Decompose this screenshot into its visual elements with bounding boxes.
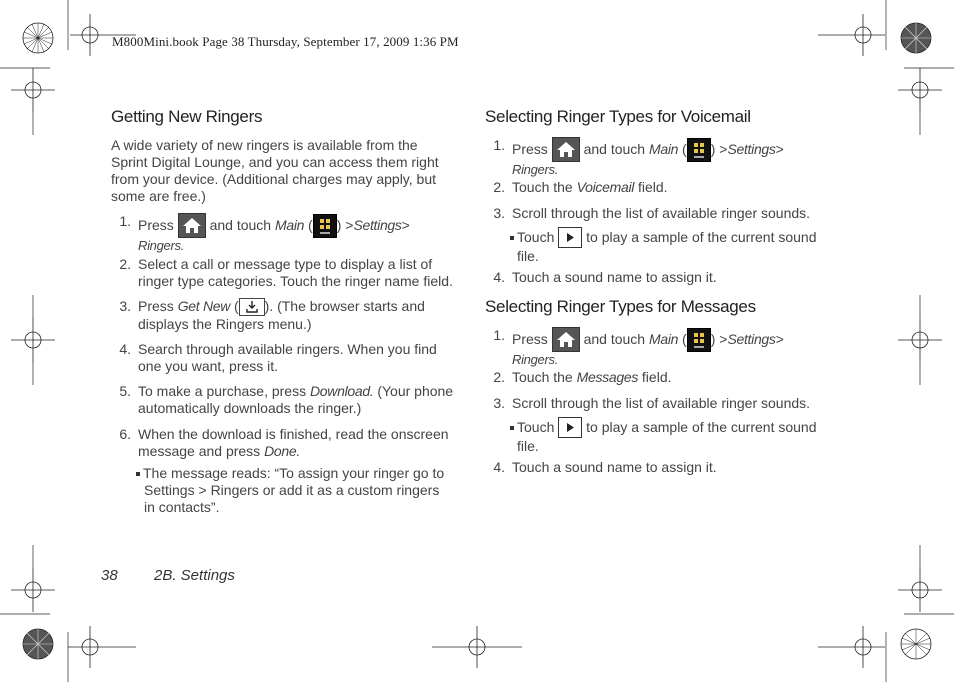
- voicemail-step-1: [485, 137, 845, 177]
- step-1: [111, 213, 471, 253]
- step-text: [138, 383, 453, 417]
- step-number: 1.: [119, 213, 131, 229]
- bullet-icon: [510, 236, 514, 240]
- note-bullet: [136, 465, 466, 516]
- step-line: Select a call or message type to display a list of: [138, 256, 433, 272]
- chevron-right-icon: >: [719, 141, 728, 157]
- chevron-right-icon: >: [775, 141, 784, 157]
- chevron-right-icon: >: [719, 331, 728, 347]
- step-text-pre: message and press: [138, 443, 261, 459]
- voicemail-field-label: Voicemail: [576, 179, 635, 195]
- bullet-settings: Settings: [144, 482, 195, 498]
- step-2: [111, 256, 471, 292]
- messages-field-label: Messages: [576, 369, 639, 385]
- step-line: Search through available ringers. When you find: [138, 341, 437, 357]
- step-number: 3.: [493, 205, 505, 221]
- chevron-right-icon: >: [775, 331, 784, 347]
- chevron-right-icon: >: [198, 482, 207, 498]
- section-heading-getting-new-ringers: Getting New Ringers: [111, 107, 263, 126]
- step-number: 3.: [493, 395, 505, 411]
- step-line: ringer type categories. Touch the ringer name field.: [138, 273, 453, 289]
- step-text: [138, 256, 453, 290]
- step-text-post: (Your phone: [377, 383, 454, 399]
- bullet-touch: Touch: [517, 419, 555, 435]
- step-text-press: Press: [512, 331, 548, 347]
- step-text-and-touch: and touch: [209, 217, 272, 233]
- step-number: 2.: [493, 179, 505, 195]
- play-icon[interactable]: [558, 227, 582, 248]
- step-number: 1.: [493, 327, 505, 343]
- messages-step-2: [485, 369, 845, 387]
- chevron-right-icon: >: [345, 217, 354, 233]
- step-number: 3.: [119, 298, 131, 314]
- home-icon[interactable]: [552, 137, 580, 162]
- bullet-line: The message reads: “To assign your ringer go to: [143, 465, 445, 481]
- step-number: 5.: [119, 383, 131, 399]
- step-5: [111, 383, 471, 419]
- settings-label: Settings: [727, 331, 776, 347]
- bullet-touch: Touch: [517, 229, 555, 245]
- step-text: Touch a sound name to assign it.: [512, 459, 717, 475]
- bullet-line: to play a sample of the current sound: [586, 229, 817, 245]
- bullet-line: file.: [517, 438, 539, 454]
- step-number: 2.: [119, 256, 131, 272]
- step-text: Scroll through the list of available ringer sounds.: [512, 395, 811, 411]
- bullet-icon: [136, 472, 140, 476]
- step-text: [138, 341, 437, 375]
- play-icon[interactable]: [558, 417, 582, 438]
- step-text-post: field.: [641, 369, 672, 385]
- section-heading-messages: Selecting Ringer Types for Messages: [485, 297, 756, 316]
- get-new-label: Get New: [177, 298, 231, 314]
- bullet-line: Ringers or add it as a custom ringers: [210, 482, 440, 498]
- step-text: Scroll through the list of available ringer sounds.: [512, 205, 811, 221]
- step-text: [512, 179, 668, 196]
- bullet-icon: [510, 426, 514, 430]
- step-line: one you want, press it.: [138, 358, 279, 374]
- messages-bullet: [510, 417, 840, 455]
- step-text-post: field.: [637, 179, 668, 195]
- step-3: [111, 298, 471, 334]
- intro-line: A wide variety of new ringers is available from the: [111, 137, 418, 153]
- step-text-press: Press: [512, 141, 548, 157]
- intro-paragraph: [111, 137, 439, 205]
- step-number: 4.: [493, 459, 505, 475]
- messages-step-3: [485, 395, 845, 413]
- home-icon[interactable]: [552, 327, 580, 352]
- ringers-label: Ringers.: [512, 162, 559, 177]
- voicemail-step-3: [485, 205, 845, 223]
- step-6: [111, 426, 471, 462]
- step-line: automatically downloads the ringer.): [138, 400, 362, 416]
- home-icon[interactable]: [178, 213, 206, 238]
- main-menu-icon[interactable]: [313, 214, 337, 238]
- bullet-line: to play a sample of the current sound: [586, 419, 817, 435]
- registration-starburst-icon: [23, 23, 53, 53]
- bullet-line: in contacts”.: [144, 499, 220, 515]
- step-text-rest: ). (The browser starts and: [264, 298, 425, 314]
- step-line: When the download is finished, read the onscreen: [138, 426, 449, 442]
- bullet-line: file.: [517, 248, 539, 264]
- main-label: Main: [648, 331, 679, 347]
- step-text: Press and touch Main ( ) >Settings> Ringers.: [512, 137, 784, 178]
- step-text: Press and touch Main ( ) >Settings> Ringers.: [138, 213, 410, 254]
- step-text-pre: Touch the: [512, 179, 573, 195]
- step-text: Press and touch Main ( ) >Settings> Ringers.: [512, 327, 784, 368]
- step-number: 4.: [119, 341, 131, 357]
- step-number: 1.: [493, 137, 505, 153]
- voicemail-step-2: [485, 179, 845, 197]
- step-text-and-touch: and touch: [583, 331, 646, 347]
- step-text: [138, 426, 449, 460]
- voicemail-step-4: [485, 269, 845, 287]
- done-label: Done.: [264, 443, 300, 459]
- step-text-pre: Touch the: [512, 369, 573, 385]
- step-line: displays the Ringers menu.): [138, 316, 312, 332]
- step-text: Press Get New ( ). (The browser starts and displays the Ringers menu.): [138, 298, 425, 332]
- page-number: 38: [101, 567, 118, 584]
- ringers-label: Ringers.: [512, 352, 559, 367]
- download-icon[interactable]: [239, 298, 265, 316]
- section-heading-voicemail: Selecting Ringer Types for Voicemail: [485, 107, 751, 126]
- section-name: 2B. Settings: [154, 567, 235, 584]
- step-text-press: Press: [138, 217, 174, 233]
- step-text-and-touch: and touch: [583, 141, 646, 157]
- step-text: Touch a sound name to assign it.: [512, 269, 717, 285]
- step-number: 4.: [493, 269, 505, 285]
- messages-step-4: [485, 459, 845, 477]
- step-text: [512, 369, 672, 386]
- intro-line: from your device. (Additional charges may apply, but: [111, 171, 437, 187]
- print-header: M800Mini.book Page 38 Thursday, September 17, 2009 1:36 PM: [112, 34, 459, 49]
- step-text-pre: To make a purchase, press: [138, 383, 307, 399]
- messages-step-1: [485, 327, 845, 367]
- main-label: Main: [648, 141, 679, 157]
- main-menu-icon[interactable]: [687, 138, 711, 162]
- step-number: 6.: [119, 426, 131, 442]
- main-menu-icon[interactable]: [687, 328, 711, 352]
- step-4: [111, 341, 471, 377]
- download-label: Download.: [309, 383, 374, 399]
- step-number: 2.: [493, 369, 505, 385]
- chevron-right-icon: >: [401, 217, 410, 233]
- step-text-press: Press: [138, 298, 174, 314]
- intro-line: Sprint Digital Lounge, and you can access them right: [111, 154, 439, 170]
- settings-label: Settings: [727, 141, 776, 157]
- ringers-label: Ringers.: [138, 238, 185, 253]
- voicemail-bullet: [510, 227, 840, 265]
- settings-label: Settings: [353, 217, 402, 233]
- intro-line: some are free.): [111, 188, 206, 204]
- main-label: Main: [274, 217, 305, 233]
